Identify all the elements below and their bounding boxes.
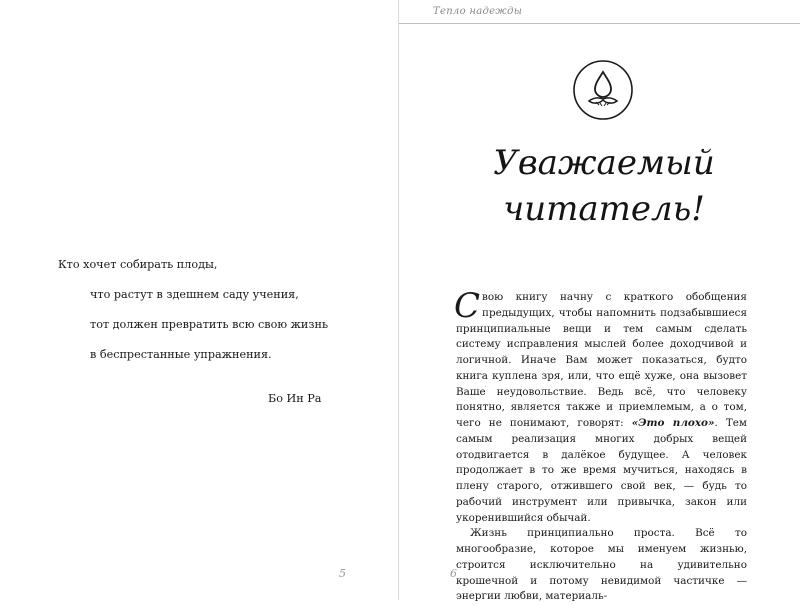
paragraph-1-text-b: . Тем самым реализация многих добрых вещей отодвигается в далёкое будущее. А человек продолжает в то же время мучиться, находясь в плену старого, отжившего свой век, — будь то рабочий инструмент или привычка, закон или укоренившийся обычай. bbox=[456, 417, 748, 524]
header-rule bbox=[399, 23, 800, 24]
epigraph-author: Бо Ин Ра bbox=[268, 392, 322, 405]
title-line-1: Уважаемый bbox=[493, 143, 715, 183]
paragraph-2: Жизнь принципиально проста. Всё то многообразие, которое мы именуем жизнью, строится исключительно на удивительно крошечной и потому невидимой частичке — энергии любви, материаль- bbox=[456, 527, 747, 603]
page-number-right: 6 bbox=[450, 567, 457, 580]
left-page bbox=[0, 0, 398, 600]
body-text bbox=[454, 286, 748, 605]
page-number-left: 5 bbox=[339, 567, 346, 580]
right-page bbox=[399, 0, 800, 603]
epigraph-line-4: в беспрестанные упражнения. bbox=[90, 348, 272, 361]
chapter-title bbox=[479, 140, 729, 232]
title-line-2: читатель! bbox=[503, 189, 705, 229]
paragraph-1-text-a: вою книгу начну с краткого обобщения предыдущих, чтобы напомнить подзабывшиеся принципиальные вещи и тем самым сделать систему исправления мыслей более доходчивой и логичной. Иначе Вам может показаться, будто книга куплена зря, или, что ещё хуже, она вызовет Ваше неудовольствие. Ведь всё, что человеку понятно, является также и приемлемым, а о том, чего не понимают, говорят: bbox=[456, 291, 747, 429]
paragraph-1-quote: «Это плохо» bbox=[631, 417, 715, 429]
epigraph-line-3: тот должен превратить всю свою жизнь bbox=[90, 318, 329, 331]
epigraph-line-2: что растут в здешнем саду учения, bbox=[90, 288, 299, 301]
epigraph bbox=[58, 250, 348, 370]
drop-cap: С bbox=[454, 286, 481, 326]
paragraph-1 bbox=[454, 286, 748, 526]
drop-with-leaves-icon bbox=[572, 59, 634, 121]
epigraph-line-1: Кто хочет собирать плоды, bbox=[58, 258, 218, 271]
running-head: Тепло надежды bbox=[433, 6, 523, 17]
